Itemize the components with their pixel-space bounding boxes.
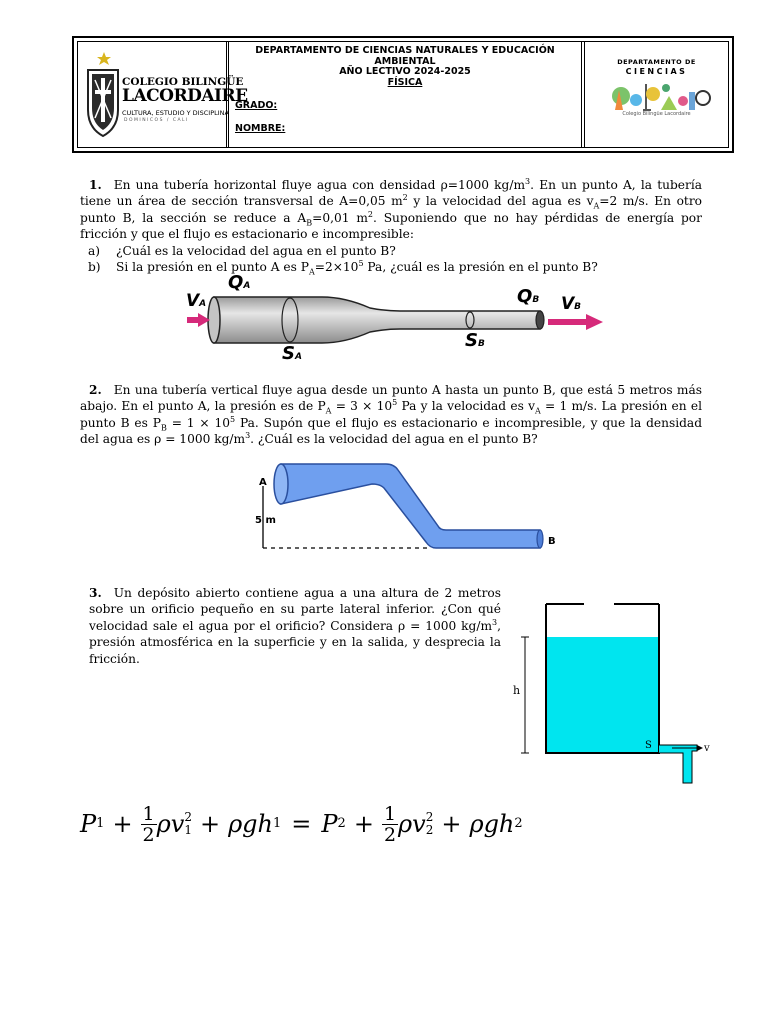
dept-logo-title1: DEPARTAMENTO DE bbox=[617, 58, 696, 66]
label-5m: 5 m bbox=[255, 515, 276, 526]
label-v: v bbox=[704, 743, 710, 754]
school-logo-line1: COLEGIO BILINGÜE bbox=[122, 76, 244, 88]
science-icons bbox=[591, 76, 731, 116]
subject: FÍSICA bbox=[387, 76, 423, 88]
department-line1: DEPARTAMENTO DE CIENCIAS NATURALES Y EDUCACIÓN bbox=[255, 45, 555, 56]
label-sb: SB bbox=[465, 330, 485, 351]
pipe-diagram-1 bbox=[0, 270, 768, 370]
name-label: NOMBRE: bbox=[235, 123, 286, 134]
height-marker bbox=[521, 637, 529, 753]
problem-number: 2. bbox=[89, 383, 102, 397]
problem-1-statement: 1. En una tubería horizontal fluye agua con densidad ρ=1000 $kg/m^3$. En un punto A, la tubería tiene un área de sección transversal de A=0,05 $m^2$ y la velocidad del agua es $v_A=2$ m/s. En otro punto B, la sección se reduce a $A_B=0,01$ $m^2$. Suponiendo que no hay pérdidas de energía por fricción y que el flujo es estacionario e incompresible: bbox=[80, 176, 703, 242]
label-h: h bbox=[513, 684, 521, 697]
label-va: VA bbox=[186, 291, 207, 311]
grade-label: GRADO: bbox=[235, 100, 278, 111]
problem-2: 2. En una tubería vertical fluye agua desde un punto A hasta un punto B, que está 5 metros más abajo. En el punto A, la presión es de $P_A = 3 \times 10^5$ Pa y la velocidad es $v_A = 1$ m/s. La presión en el punto B es $P_B = 1 \times 10^5$ Pa. Supón que el flujo es estacionario e incompresible, y que la densidad del agua es ρ = 1000 $kg/m^3$. ¿Cuál es la velocidad del agua en el punto B? bbox=[80, 383, 702, 447]
header-info-cell bbox=[228, 42, 582, 147]
pipe-b-end bbox=[537, 530, 543, 548]
problem-number: 3. bbox=[89, 586, 102, 600]
label-qa: QA bbox=[228, 272, 251, 293]
bernoulli-equation: P 1 + $\frac{1}{2}$ ρv 2 1 + ρgh 1 = P 2 + $\frac{1}{2}$ ρv 2 2 + ρgh 2 bbox=[80, 802, 523, 846]
tank-water bbox=[546, 637, 659, 753]
pipe-diagram-2 bbox=[0, 460, 768, 560]
school-year: AÑO LECTIVO 2024-2025 bbox=[339, 66, 471, 77]
label-a: A bbox=[259, 477, 267, 488]
header-table bbox=[72, 36, 734, 153]
dept-logo-title2: CIENCIAS bbox=[625, 67, 688, 76]
pipe-outlet bbox=[536, 311, 544, 329]
pipe-body bbox=[214, 297, 540, 343]
question-1a: a) ¿Cuál es la velocidad del agua en el punto B? bbox=[88, 243, 396, 258]
problem-number: 1. bbox=[89, 178, 102, 192]
arrow-out-icon bbox=[586, 314, 603, 330]
school-logo bbox=[82, 48, 248, 144]
pipe-a-end bbox=[274, 464, 288, 504]
problem-3: 3. Un depósito abierto contiene agua a una altura de 2 metros sobre un orificio pequeño en su parte lateral inferior. ¿Con qué velocidad sale el agua por el orificio? Considera ρ = 1000 $kg/m^3$, presión atmosférica en la superficie y en la salida, y desprecia la fricción. bbox=[89, 586, 501, 666]
school-logo-cell bbox=[78, 42, 248, 147]
dept-logo-caption: Colegio Bilingüe Lacordaire bbox=[622, 111, 691, 117]
header-title bbox=[229, 46, 581, 88]
label-s: S bbox=[645, 740, 652, 751]
question-1b: b) Si la presión en el punto A es $P_A=2\times 10^5$ Pa, ¿cuál es la presión en el punto B? bbox=[88, 258, 598, 277]
tank-diagram bbox=[0, 595, 768, 795]
inclined-pipe bbox=[281, 464, 540, 548]
school-motto: CULTURA, ESTUDIO Y DISCIPLINA bbox=[122, 109, 229, 117]
dept-logo-cell bbox=[584, 42, 728, 147]
header-inner-border bbox=[77, 41, 729, 148]
velocity-arrow-icon bbox=[697, 745, 703, 751]
problem-1 bbox=[80, 177, 702, 275]
label-b: B bbox=[548, 536, 556, 547]
label-vb: VB bbox=[561, 294, 582, 314]
school-logo-line2: LACORDAIRE bbox=[122, 86, 248, 106]
label-sa: SA bbox=[282, 343, 302, 364]
label-qb: QB bbox=[517, 286, 540, 307]
water-jet bbox=[659, 745, 697, 783]
school-sub: DOMINICOS / CALI bbox=[124, 118, 189, 123]
department-line2: AMBIENTAL bbox=[374, 55, 436, 67]
